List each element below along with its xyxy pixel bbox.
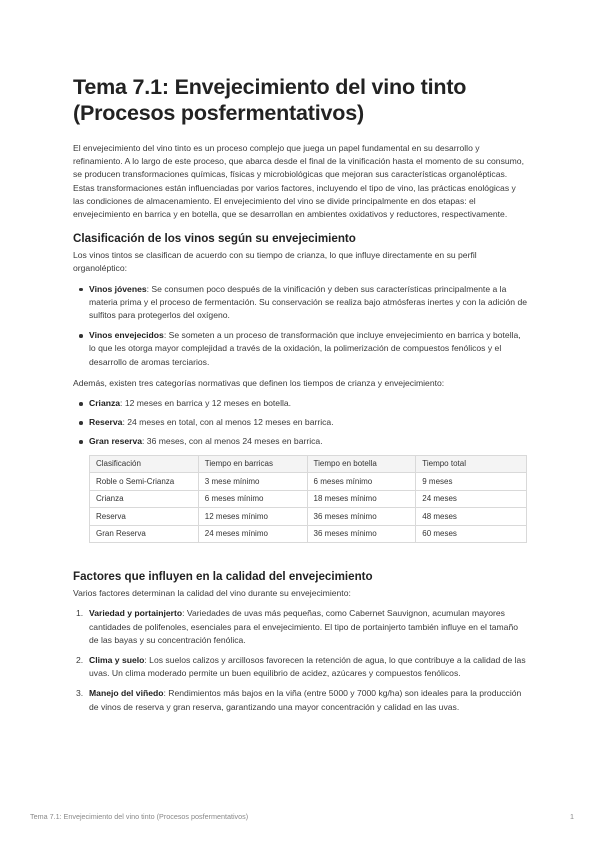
- list-item-text: : 36 meses, con al menos 24 meses en barrica.: [142, 436, 323, 447]
- table-cell: 36 meses mínimo: [307, 508, 416, 526]
- table-row: [90, 490, 527, 508]
- table-row: [90, 473, 527, 491]
- table-header: Tiempo en barricas: [198, 455, 307, 473]
- table-header: Tiempo total: [416, 455, 527, 473]
- list-item-number: 1.: [76, 608, 84, 619]
- table-header: Tiempo en botella: [307, 455, 416, 473]
- list-item-term: Variedad y portainjerto: [89, 608, 183, 619]
- section-heading-classification: Clasificación de los vinos según su envejecimiento: [73, 232, 356, 246]
- list-item: [73, 283, 528, 323]
- list-item-text: : Variedades de uvas más pequeñas, como Cabernet Sauvignon, acumulan mayores cantidades de polifenoles, esenciales para el envejecimiento. El tipo de portainjerto también influye en el tamaño de las bayas y su concentración fenólica.: [89, 608, 518, 645]
- table-cell: 18 meses mínimo: [307, 490, 416, 508]
- table-cell: Gran Reserva: [90, 525, 199, 543]
- list-item-text: : 12 meses en barrica y 12 meses en botella.: [120, 398, 292, 409]
- table-cell: 60 meses: [416, 525, 527, 543]
- classification-lead: Los vinos tintos se clasifican de acuerdo con su tiempo de crianza, lo que influye directamente en su perfil organoléptico:: [73, 250, 477, 274]
- table-header-row: [90, 455, 527, 473]
- list-item-term: Clima y suelo: [89, 654, 145, 665]
- list-item-term: Manejo del viñedo: [89, 688, 164, 699]
- factors-list: [73, 607, 528, 713]
- page-number: 1: [570, 812, 574, 821]
- table-cell: 36 meses mínimo: [307, 525, 416, 543]
- table-cell: 9 meses: [416, 473, 527, 491]
- factors-lead: Varios factores determinan la calidad del vino durante su envejecimiento:: [73, 588, 351, 599]
- table-row: [90, 508, 527, 526]
- list-item-text: : 24 meses en total, con al menos 12 meses en barrica.: [122, 417, 334, 428]
- document-content: [73, 74, 528, 721]
- list-item: [73, 687, 528, 713]
- section-heading-factors: Factores que influyen en la calidad del envejecimiento: [73, 570, 373, 584]
- list-item: [73, 329, 528, 369]
- list-item: [73, 397, 528, 410]
- page-footer: [30, 812, 574, 821]
- list-item-term: Gran reserva: [89, 436, 143, 447]
- table-cell: 24 meses mínimo: [198, 525, 307, 543]
- list-item-term: Crianza: [89, 398, 121, 409]
- list-item-term: Vinos jóvenes: [89, 283, 147, 294]
- table-cell: 3 mese mínimo: [198, 473, 307, 491]
- list-item: [73, 435, 528, 448]
- table-cell: 6 meses mínimo: [307, 473, 416, 491]
- intro-paragraph: El envejecimiento del vino tinto es un proceso complejo que juega un papel fundamental en su desarrollo y refinamiento. A lo largo de este proceso, que abarca desde el final de la vinificación hasta el momento de su consumo, se producen transformaciones químicas, físicas y microbiológicas que mejoran sus características organolépticas. Estas transformaciones están influenciadas por varios factores, incluyendo el tipo de vino, las prácticas enológicas y las condiciones de almacenamiento. El envejecimiento del vino se divide principalmente en dos etapas: el envejecimiento en barrica y en botella, que se desarrollan en ambientes oxidativos y reductores, respectivamente.: [73, 143, 524, 220]
- table-cell: 12 meses mínimo: [198, 508, 307, 526]
- category-list: [73, 397, 528, 449]
- wine-type-list: [73, 283, 528, 369]
- list-item-number: 2.: [76, 654, 84, 665]
- categories-lead: Además, existen tres categorías normativas que definen los tiempos de crianza y envejecimiento:: [73, 377, 445, 388]
- list-item-text: : Rendimientos más bajos en la viña (entre 5000 y 7000 kg/ha) son ideales para la producción de vinos de reserva y gran reserva, garantizando una mayor concentración y calidad en las uvas.: [89, 688, 522, 712]
- list-item: [73, 654, 528, 680]
- page-title: Tema 7.1: Envejecimiento del vino tinto (Procesos posfermentativos): [73, 75, 467, 125]
- table-cell: 24 meses: [416, 490, 527, 508]
- table-cell: 6 meses mínimo: [198, 490, 307, 508]
- table-cell: Crianza: [90, 490, 199, 508]
- list-item-text: : Se consumen poco después de la vinificación y deben sus características principalmente a la materia prima y el proceso de fermentación. Su conservación se realiza bajo atmósferas inertes y con la adición de sulfitos para protegerlos del oxígeno.: [89, 283, 528, 321]
- list-item-term: Reserva: [89, 417, 123, 428]
- table-cell: Reserva: [90, 508, 199, 526]
- table-cell: 48 meses: [416, 508, 527, 526]
- list-item: [73, 416, 528, 429]
- list-item-text: : Se someten a un proceso de transformación que incluye envejecimiento en barrica y botella, lo que les otorga mayor complejidad a través de la oxidación, la polimerización de compuestos fenólicos y el desarrollo de aromas terciarios.: [89, 330, 521, 367]
- table-header: Clasificación: [90, 455, 199, 473]
- footer-title: Tema 7.1: Envejecimiento del vino tinto (Procesos posfermentativos): [30, 812, 249, 821]
- table-cell: Roble o Semi-Crianza: [90, 473, 199, 491]
- list-item: [73, 607, 528, 647]
- list-item-term: Vinos envejecidos: [89, 330, 164, 341]
- list-item-text: : Los suelos calizos y arcillosos favorecen la retención de agua, lo que contribuye a la calidad de las uvas. Un clima moderado permite un buen equilibrio de acidez, azúcares y compuestos fenólicos.: [89, 654, 526, 679]
- list-item-number: 3.: [76, 688, 84, 699]
- table-row: [90, 525, 527, 543]
- aging-table: [89, 455, 527, 544]
